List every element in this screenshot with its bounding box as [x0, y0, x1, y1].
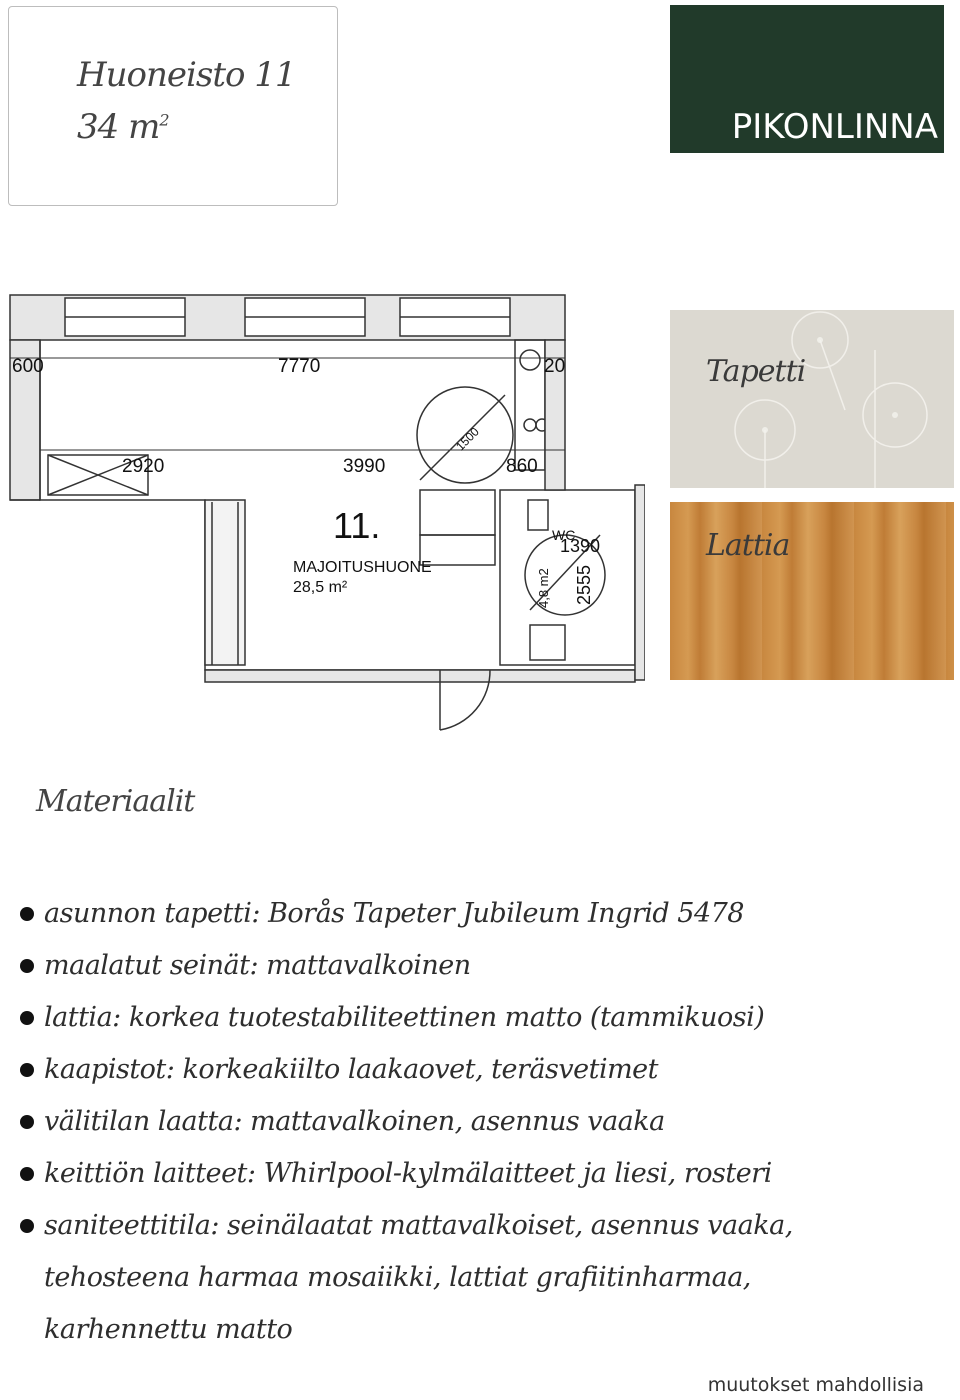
list-item: keittiön laitteet: Whirlpool-kylmälaitteet ja liesi, rosteri	[18, 1148, 948, 1200]
room-name: MAJOITUSHUONE	[293, 559, 432, 576]
materials-list	[18, 888, 948, 1252]
wallpaper-label: Tapetti	[706, 354, 806, 389]
list-item: kaapistot: korkeakiilto laakaovet, teräsvetimet	[18, 1044, 948, 1096]
dim-1390: 1390	[560, 536, 601, 556]
room-number: 11.	[333, 505, 381, 546]
dim-7770: 7770	[278, 356, 321, 377]
bath-label: WC	[552, 527, 576, 543]
list-item-text: saniteettitila: seinälaatat mattavalkoiset, asennus vaaka,	[44, 1210, 793, 1241]
dim-600: 600	[12, 356, 44, 377]
apartment-area: 34 $m^2$	[77, 107, 169, 147]
apartment-number: Huoneisto 11	[77, 55, 296, 95]
dim-2555: 2555	[574, 564, 594, 605]
list-item: asunnon tapetti: Borås Tapeter Jubileum Ingrid 5478	[18, 888, 948, 940]
footer-note: muutokset mahdollisia	[707, 1374, 924, 1396]
floor-label: Lattia	[706, 528, 790, 563]
wallpaper-pattern	[670, 310, 954, 488]
floor-swatch	[670, 502, 954, 680]
list-item: lattia: korkea tuotestabiliteettinen matto (tammikuosi)	[18, 992, 948, 1044]
dim-860: 860	[506, 456, 538, 477]
wallpaper-swatch	[670, 310, 954, 488]
bath-area: 4,8 m2	[536, 568, 551, 608]
apartment-title-box	[8, 6, 338, 206]
continuation-line: tehosteena harmaa mosaiikki, lattiat grafiitinharmaa,	[44, 1262, 751, 1293]
materials-heading: Materiaalit	[36, 784, 195, 819]
continuation-line: karhennettu matto	[44, 1314, 293, 1345]
brand-name: PIKONLINNA	[731, 107, 938, 147]
list-item: välitilan laatta: mattavalkoinen, asennus vaaka	[18, 1096, 948, 1148]
dim-3990: 3990	[343, 456, 386, 477]
list-item	[18, 1200, 948, 1252]
dim-2920: 2920	[122, 456, 165, 477]
list-item: maalatut seinät: mattavalkoinen	[18, 940, 948, 992]
dim-1500: 1500	[453, 424, 482, 454]
brand-logo	[670, 5, 944, 153]
room-area: 28,5 m²	[293, 579, 348, 596]
dim-20: 20	[544, 356, 566, 377]
list-item-continuation	[44, 1252, 751, 1356]
floor-plan	[0, 290, 645, 750]
